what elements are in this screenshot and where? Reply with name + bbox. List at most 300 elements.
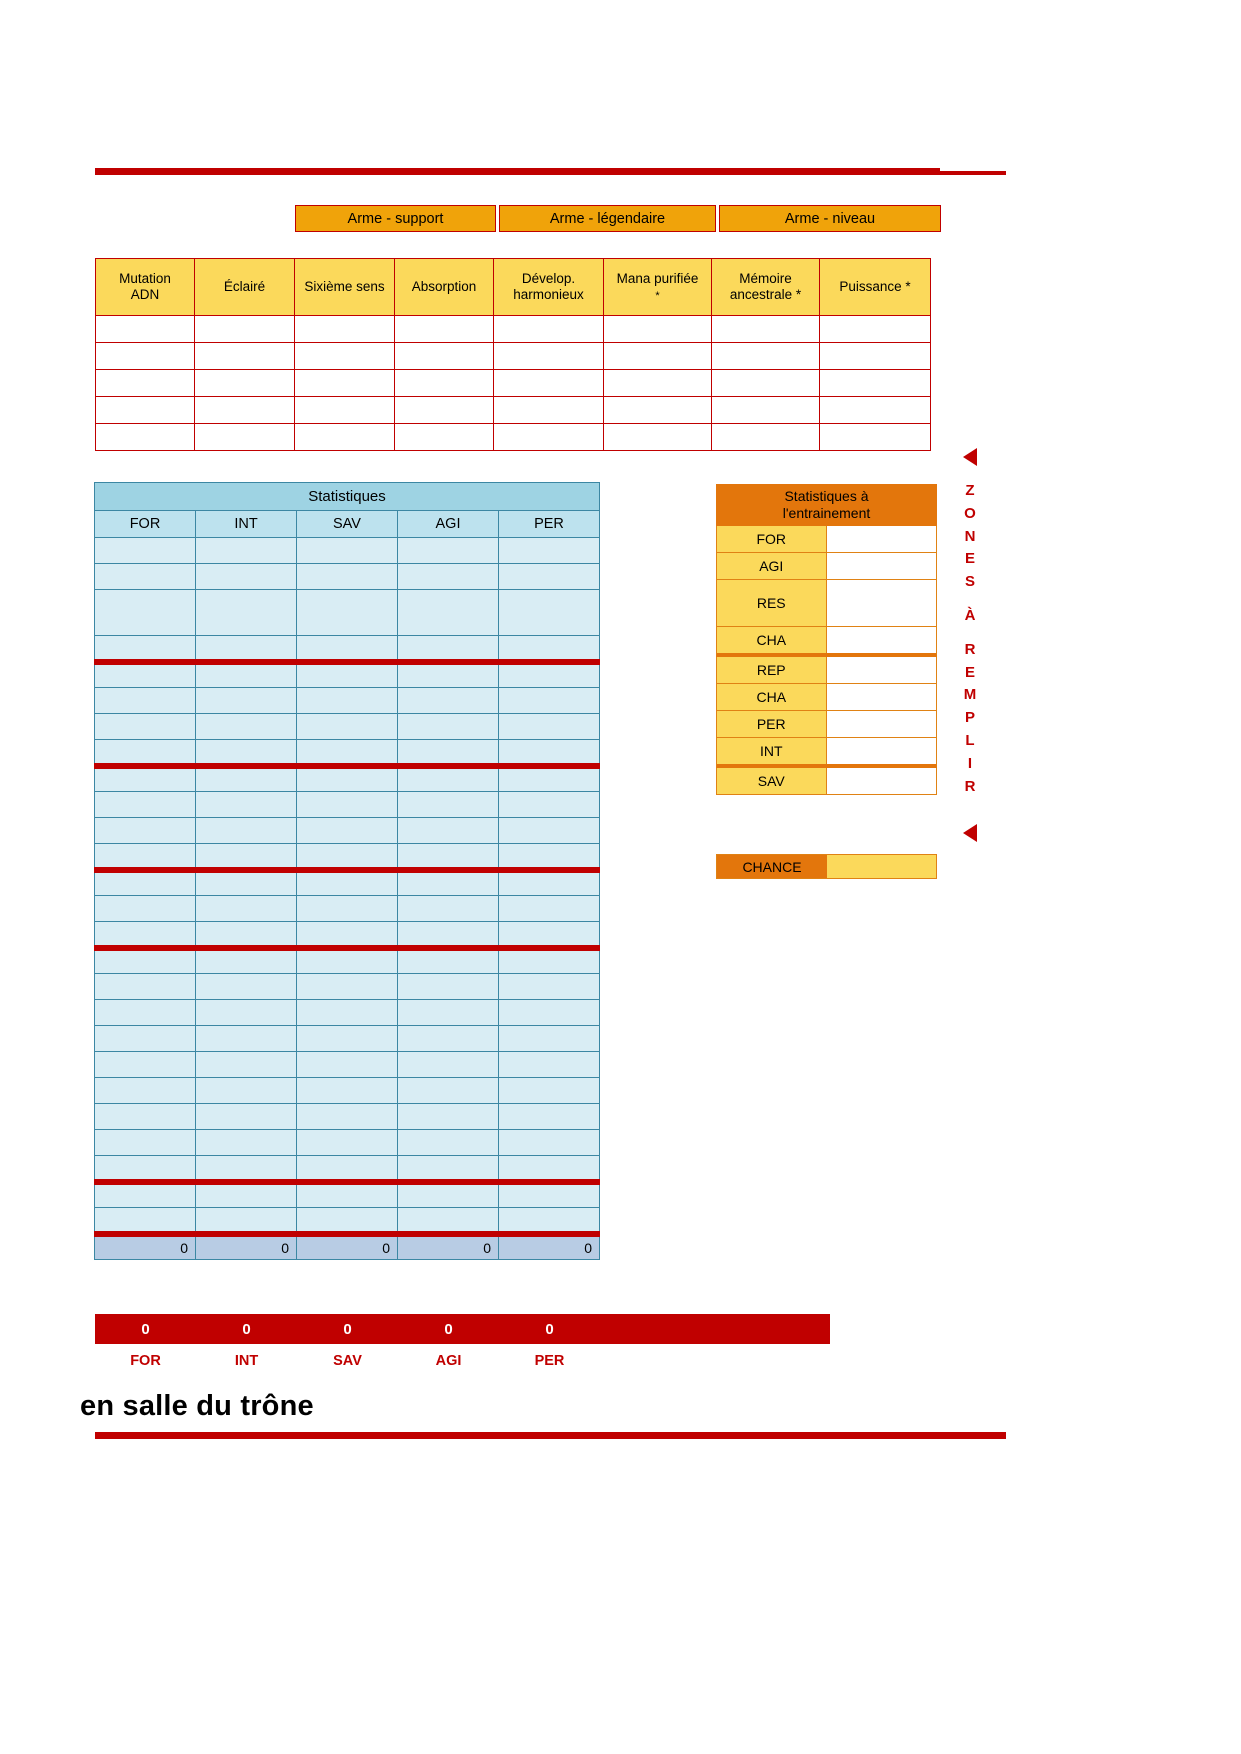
statistiques-cell[interactable] [499,1104,600,1130]
training-stat-input[interactable] [827,711,937,737]
statistiques-cell[interactable] [398,662,499,688]
statistiques-cell[interactable] [499,870,600,896]
statistiques-cell[interactable] [499,1000,600,1026]
statistiques-cell[interactable] [499,714,600,740]
statistiques-subtotal-cell: 0 [499,1234,600,1260]
skills-header-puissance: Puissance * [820,259,931,316]
zone-letter: Z [965,482,975,499]
training-stat-label: CHA [717,627,827,653]
statistiques-cell[interactable] [95,948,196,974]
statistiques-row [95,1208,600,1234]
triangle-left-icon [963,824,977,842]
statistiques-row [95,662,600,688]
zone-letter: R [964,777,976,795]
statistiques-cell[interactable] [95,922,196,948]
statistiques-cell[interactable] [95,896,196,922]
totals-label-row [95,1348,606,1374]
page-title: en salle du trône [80,1390,314,1422]
training-stat-label: SAV [717,768,827,794]
statistiques-cell[interactable] [95,740,196,766]
statistiques-row [95,896,600,922]
statistiques-cell[interactable] [398,792,499,818]
statistiques-cell[interactable] [196,1156,297,1182]
statistiques-cell[interactable] [196,1052,297,1078]
statistiques-cell[interactable] [499,538,600,564]
skills-header-line1: Dévelop. [521,271,576,287]
statistiques-title: Statistiques [95,483,600,511]
statistiques-cell[interactable] [297,922,398,948]
statistiques-cell[interactable] [297,636,398,662]
skills-cell[interactable] [604,424,712,451]
statistiques-cell[interactable] [398,564,499,590]
statistiques-cell[interactable] [398,766,499,792]
training-stats-rows [716,526,937,795]
statistiques-cell[interactable] [95,636,196,662]
skills-cell[interactable] [395,424,494,451]
statistiques-cell[interactable] [297,870,398,896]
statistiques-cell[interactable] [398,896,499,922]
skills-header-memoire-ancestrale [712,259,820,316]
total-label: PER [534,1353,565,1369]
statistiques-cell[interactable] [499,974,600,1000]
statistiques-cell[interactable] [95,1208,196,1234]
statistiques-cell[interactable] [297,1130,398,1156]
statistiques-cell[interactable] [297,662,398,688]
statistiques-row [95,740,600,766]
statistiques-cell[interactable] [499,1130,600,1156]
skills-cell[interactable] [820,316,931,343]
skills-cell[interactable] [195,316,295,343]
statistiques-subtotal-row [95,1234,600,1260]
statistiques-cell[interactable] [499,564,600,590]
training-stat-input[interactable] [827,526,937,552]
training-stat-label: RES [717,580,827,626]
skills-cell[interactable] [96,343,195,370]
statistiques-cell[interactable] [499,1078,600,1104]
statistiques-cell[interactable] [398,1000,499,1026]
statistiques-table-head [95,483,600,538]
skills-cell[interactable] [96,397,195,424]
statistiques-cell[interactable] [95,974,196,1000]
statistiques-cell[interactable] [398,1130,499,1156]
statistiques-cell[interactable] [95,1104,196,1130]
top-red-rule-right-segment [940,171,1006,175]
statistiques-row [95,1026,600,1052]
statistiques-subtotal-cell: 0 [398,1234,499,1260]
statistiques-cell[interactable] [196,766,297,792]
statistiques-row [95,974,600,1000]
statistiques-cell[interactable] [196,590,297,636]
skills-header-line1: Mana purifiée [616,271,699,287]
statistiques-cell[interactable] [95,792,196,818]
zones-a-remplir-marker [950,448,990,1008]
skills-header-line2: * [655,289,660,302]
statistiques-row [95,1000,600,1026]
statistiques-cell[interactable] [297,1104,398,1130]
statistiques-cell[interactable] [95,1000,196,1026]
zone-letter: E [964,550,975,568]
statistiques-cell[interactable] [499,1052,600,1078]
statistiques-cell[interactable] [398,1208,499,1234]
training-stat-input[interactable] [827,684,937,710]
statistiques-cell[interactable] [95,1026,196,1052]
skills-header-line1: Mémoire [739,271,792,287]
training-stat-input[interactable] [827,627,937,653]
skills-cell[interactable] [604,397,712,424]
skills-cell[interactable] [295,316,395,343]
statistiques-cell[interactable] [499,896,600,922]
statistiques-cell[interactable] [297,1208,398,1234]
skills-cell[interactable] [820,370,931,397]
skills-header-line2: harmonieux [513,287,584,302]
statistiques-cell[interactable] [297,1000,398,1026]
statistiques-subtotal-cell: 0 [196,1234,297,1260]
statistiques-cell[interactable] [499,766,600,792]
statistiques-cell[interactable] [196,636,297,662]
statistiques-table [94,482,600,1260]
skills-cell[interactable] [96,424,195,451]
skills-cell[interactable] [395,370,494,397]
statistiques-cell[interactable] [499,1182,600,1208]
statistiques-cell[interactable] [95,714,196,740]
training-stat-row [716,738,937,768]
statistiques-row [95,818,600,844]
statistiques-cell[interactable] [95,766,196,792]
statistiques-cell[interactable] [499,948,600,974]
zone-letter: I [967,754,973,772]
statistiques-cell[interactable] [398,922,499,948]
statistiques-cell[interactable] [499,1208,600,1234]
statistiques-cell[interactable] [95,688,196,714]
total-value: 0 [444,1320,453,1338]
skills-cell[interactable] [295,424,395,451]
statistiques-cell[interactable] [95,1130,196,1156]
training-stat-label: AGI [717,553,827,579]
statistiques-row [95,766,600,792]
statistiques-cell[interactable] [398,636,499,662]
skills-cell[interactable] [494,343,604,370]
statistiques-cell[interactable] [297,948,398,974]
skills-cell[interactable] [195,424,295,451]
statistiques-cell[interactable] [398,1052,499,1078]
zone-letter: L [965,731,975,749]
skills-cell[interactable] [494,397,604,424]
training-stat-row [716,526,937,553]
statistiques-row [95,564,600,590]
training-stat-row [716,627,937,657]
statistiques-col-sav: SAV [297,511,398,538]
skills-cell[interactable] [712,316,820,343]
statistiques-row [95,870,600,896]
skills-cell[interactable] [712,397,820,424]
skills-cell[interactable] [395,397,494,424]
total-value: 0 [141,1320,150,1338]
skills-header-line2: ADN [130,287,160,302]
skills-cell[interactable] [295,370,395,397]
statistiques-cell[interactable] [196,1130,297,1156]
training-stat-label: CHA [717,684,827,710]
skills-table-body [96,316,931,451]
statistiques-cell[interactable] [196,538,297,564]
statistiques-cell[interactable] [196,564,297,590]
statistiques-cell[interactable] [196,896,297,922]
statistiques-cell[interactable] [196,688,297,714]
skills-cell[interactable] [96,370,195,397]
statistiques-cell[interactable] [95,1182,196,1208]
zone-letter: R [964,640,976,658]
training-stat-row [716,553,937,580]
skills-header-sixieme-sens: Sixième sens [295,259,395,316]
statistiques-cell[interactable] [196,870,297,896]
statistiques-table-body [95,538,600,1234]
statistiques-cell[interactable] [297,818,398,844]
skills-table-head [96,259,931,316]
skills-cell[interactable] [494,424,604,451]
statistiques-cell[interactable] [398,870,499,896]
zone-letter: M [963,686,977,704]
training-stat-input[interactable] [827,768,937,794]
statistiques-cell[interactable] [297,766,398,792]
bottom-red-rule [95,1432,1006,1439]
statistiques-cell[interactable] [95,870,196,896]
zone-letter: À [964,606,976,624]
statistiques-cell[interactable] [95,590,196,636]
statistiques-cell[interactable] [196,922,297,948]
total-value: 0 [343,1320,352,1338]
triangle-left-icon [963,448,977,466]
statistiques-row [95,1156,600,1182]
statistiques-cell[interactable] [95,538,196,564]
statistiques-cell[interactable] [95,1078,196,1104]
skills-header-eclaire: Éclairé [195,259,295,316]
statistiques-subtotal-cell: 0 [95,1234,196,1260]
skills-cell[interactable] [712,343,820,370]
total-label: INT [234,1353,259,1369]
statistiques-cell[interactable] [499,662,600,688]
skills-cell[interactable] [295,397,395,424]
statistiques-cell[interactable] [196,948,297,974]
skills-cell[interactable] [395,343,494,370]
statistiques-cell[interactable] [95,564,196,590]
zone-letter: S [964,573,975,591]
training-stat-row [716,580,937,627]
statistiques-cell[interactable] [398,974,499,1000]
statistiques-cell[interactable] [196,792,297,818]
skills-cell[interactable] [96,316,195,343]
statistiques-cell[interactable] [398,818,499,844]
skills-table-row [96,343,931,370]
statistiques-cell[interactable] [499,636,600,662]
statistiques-cell[interactable] [95,662,196,688]
statistiques-row [95,1104,600,1130]
training-stat-input[interactable] [827,553,937,579]
total-label: FOR [130,1353,161,1369]
statistiques-cell[interactable] [499,1156,600,1182]
statistiques-cell[interactable] [196,818,297,844]
statistiques-cell[interactable] [196,1078,297,1104]
training-stat-row [716,684,937,711]
statistiques-cell[interactable] [297,590,398,636]
statistiques-cell[interactable] [398,714,499,740]
statistiques-title-row [95,483,600,511]
statistiques-cell[interactable] [297,896,398,922]
skills-cell[interactable] [295,343,395,370]
statistiques-cell[interactable] [196,714,297,740]
skills-header-row [96,259,931,316]
statistiques-row [95,792,600,818]
statistiques-cell[interactable] [196,1208,297,1234]
statistiques-cell[interactable] [196,1182,297,1208]
skills-cell[interactable] [712,370,820,397]
statistiques-cell[interactable] [398,1104,499,1130]
training-title-line2: l'entrainement [782,505,871,521]
statistiques-cell[interactable] [196,1104,297,1130]
statistiques-cell[interactable] [398,688,499,714]
skills-cell[interactable] [820,424,931,451]
zone-letter: N [964,527,976,545]
statistiques-cell[interactable] [297,1156,398,1182]
statistiques-cell[interactable] [297,792,398,818]
statistiques-cell[interactable] [297,564,398,590]
statistiques-col-per: PER [499,511,600,538]
totals-bar [95,1314,830,1344]
skills-cell[interactable] [712,424,820,451]
statistiques-cell[interactable] [398,948,499,974]
statistiques-cell[interactable] [196,662,297,688]
skills-table-row [96,424,931,451]
zone-letter: O [964,504,976,522]
skills-cell[interactable] [604,343,712,370]
statistiques-column-header-row [95,511,600,538]
chance-label: CHANCE [717,855,827,878]
statistiques-cell[interactable] [297,538,398,564]
skills-table-row [96,397,931,424]
skills-cell[interactable] [494,316,604,343]
statistiques-cell[interactable] [297,1182,398,1208]
skills-header-mana-purifiee [604,259,712,316]
statistiques-cell[interactable] [196,1000,297,1026]
arme-niveau-button[interactable]: Arme - niveau [719,205,941,232]
skills-cell[interactable] [195,343,295,370]
statistiques-cell[interactable] [499,740,600,766]
statistiques-cell[interactable] [297,844,398,870]
statistiques-cell[interactable] [398,1078,499,1104]
statistiques-cell[interactable] [398,740,499,766]
statistiques-cell[interactable] [398,1026,499,1052]
statistiques-cell[interactable] [499,688,600,714]
skills-table-row [96,370,931,397]
statistiques-cell[interactable] [297,1026,398,1052]
training-title-line1: Statistiques à [784,488,869,505]
statistiques-cell[interactable] [398,538,499,564]
training-stat-label: INT [717,738,827,764]
arme-legendaire-button[interactable]: Arme - légendaire [499,205,716,232]
training-stat-row [716,768,937,795]
statistiques-cell[interactable] [398,590,499,636]
statistiques-row [95,538,600,564]
training-stat-label: REP [717,657,827,683]
skills-header-line2: ancestrale * [729,287,802,302]
arme-support-button[interactable]: Arme - support [295,205,496,232]
statistiques-cell[interactable] [499,818,600,844]
zones-a-remplir-letters [964,480,977,798]
skills-cell[interactable] [195,397,295,424]
statistiques-col-for: FOR [95,511,196,538]
training-stats-panel [716,484,937,795]
statistiques-cell[interactable] [499,792,600,818]
statistiques-cell[interactable] [398,844,499,870]
statistiques-cell[interactable] [499,590,600,636]
skills-cell[interactable] [195,370,295,397]
statistiques-cell[interactable] [95,818,196,844]
statistiques-cell[interactable] [499,1026,600,1052]
skills-cell[interactable] [395,316,494,343]
statistiques-cell[interactable] [398,1182,499,1208]
total-label: SAV [333,1353,362,1369]
skills-cell[interactable] [494,370,604,397]
skills-cell[interactable] [820,343,931,370]
statistiques-cell[interactable] [297,1078,398,1104]
statistiques-cell[interactable] [297,688,398,714]
statistiques-cell[interactable] [196,1026,297,1052]
statistiques-row [95,922,600,948]
training-stat-row [716,657,937,684]
statistiques-cell[interactable] [499,922,600,948]
statistiques-cell[interactable] [499,844,600,870]
total-label: AGI [435,1353,462,1369]
skills-header-line1: Mutation [119,271,171,287]
chance-value-input[interactable] [827,855,936,878]
statistiques-cell[interactable] [297,740,398,766]
total-value: 0 [545,1320,554,1338]
statistiques-row [95,844,600,870]
arme-button-row [295,205,941,232]
training-stat-input[interactable] [827,657,937,683]
statistiques-cell[interactable] [95,1156,196,1182]
top-red-rule [95,168,940,175]
skills-header-mutation-adn [96,259,195,316]
skills-cell[interactable] [604,370,712,397]
statistiques-cell[interactable] [297,974,398,1000]
statistiques-cell[interactable] [95,1052,196,1078]
statistiques-cell[interactable] [297,714,398,740]
training-stat-label: FOR [717,526,827,552]
training-stat-input[interactable] [827,580,937,626]
training-stat-row [716,711,937,738]
skills-cell[interactable] [820,397,931,424]
statistiques-row [95,590,600,636]
statistiques-row [95,1182,600,1208]
zone-letter: E [964,663,975,681]
statistiques-cell[interactable] [398,1156,499,1182]
statistiques-row [95,714,600,740]
training-stat-input[interactable] [827,738,937,764]
training-stat-label: PER [717,711,827,737]
skills-table [95,258,931,451]
chance-row [716,854,937,879]
statistiques-col-agi: AGI [398,511,499,538]
statistiques-cell[interactable] [196,974,297,1000]
statistiques-subtotal-cell: 0 [297,1234,398,1260]
skills-cell[interactable] [604,316,712,343]
statistiques-row [95,948,600,974]
zone-letter: P [964,709,975,727]
statistiques-cell[interactable] [196,740,297,766]
statistiques-cell[interactable] [196,844,297,870]
statistiques-cell[interactable] [297,1052,398,1078]
statistiques-row [95,1130,600,1156]
statistiques-cell[interactable] [95,844,196,870]
